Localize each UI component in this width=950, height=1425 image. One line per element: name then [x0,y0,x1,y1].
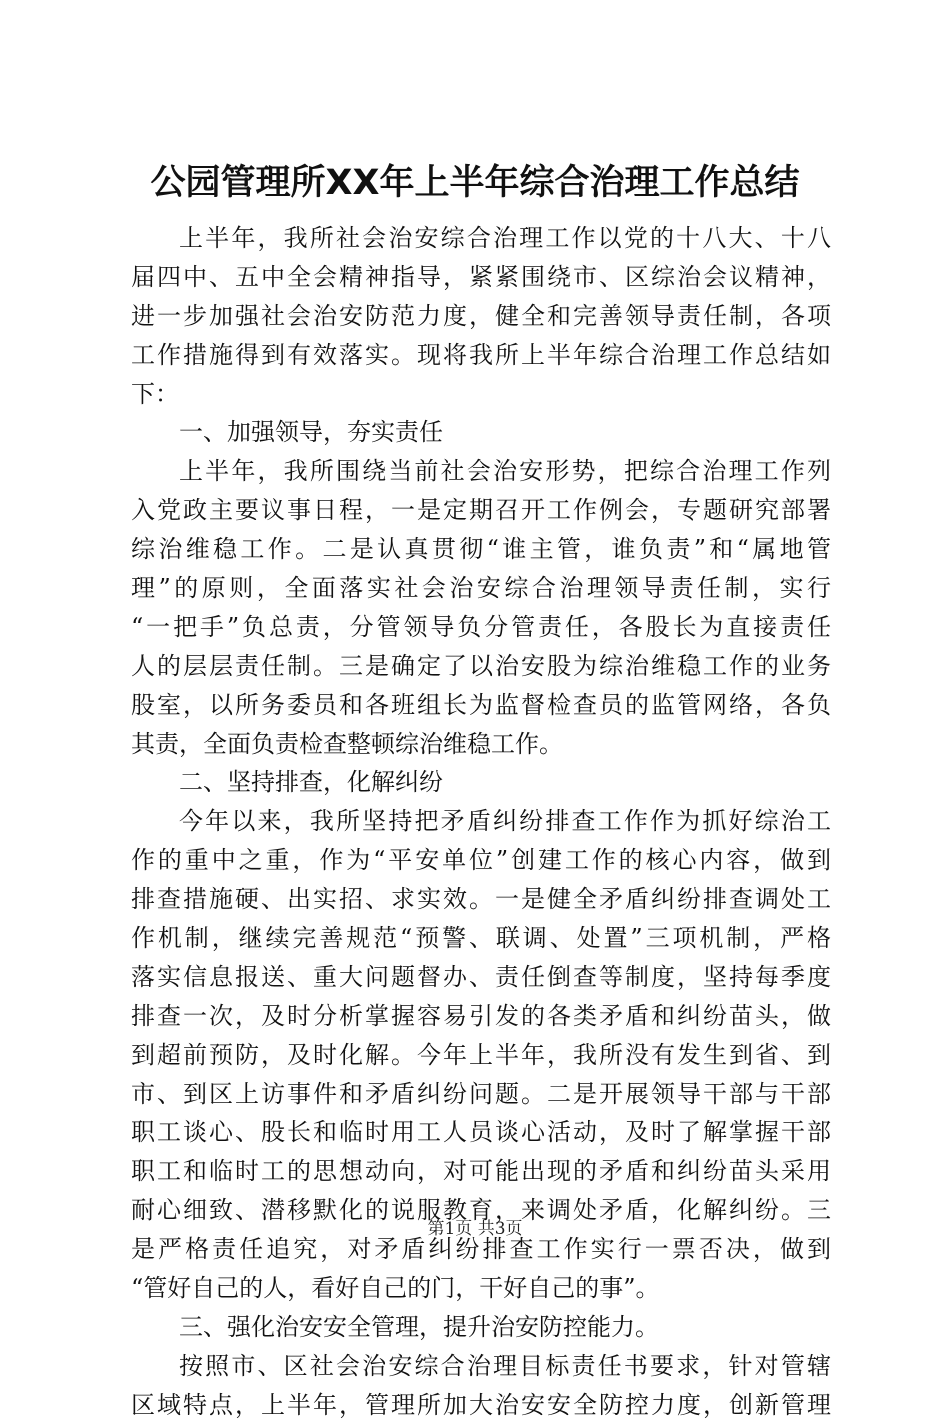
section-heading: 一、加强领导，夯实责任 [179,418,443,447]
body-line: 职工谈心、股长和临时用工人员谈心活动，及时了解掌握干部 [131,1118,831,1147]
section-heading: 三、强化治安安全管理，提升治安防控能力。 [179,1312,659,1341]
body-line: 是严格责任追究，对矛盾纠纷排查工作实行一票否决，做到 [131,1235,831,1264]
body-line: 股室，以所务委员和各班组长为监督检查员的监管网络，各负 [131,690,831,719]
body-line: 上半年，我所围绕当前社会治安形势，把综合治理工作列 [179,457,831,486]
body-line: 入党政主要议事日程，一是定期召开工作例会，专题研究部署 [131,496,831,525]
body-line: 市、到区上访事件和矛盾纠纷问题。二是开展领导干部与干部 [131,1079,831,1108]
body-line: 按照市、区社会治安综合治理目标责任书要求，针对管辖 [179,1351,831,1380]
body-line: 职工和临时工的思想动向，对可能出现的矛盾和纠纷苗头采用 [131,1157,831,1186]
document-body [131,219,831,1425]
body-line: 综治维稳工作。二是认真贯彻“谁主管，谁负责”和“属地管 [131,535,831,564]
body-line: 到超前预防，及时化解。今年上半年，我所没有发生到省、到 [131,1040,831,1069]
body-line: 排查措施硬、出实招、求实效。一是健全矛盾纠纷排查调处工 [131,885,831,914]
body-line: 今年以来，我所坚持把矛盾纠纷排查工作作为抓好综治工 [179,807,831,836]
body-line: 人的层层责任制。三是确定了以治安股为综治维稳工作的业务 [131,651,831,680]
body-line: 耐心细致、潜移默化的说服教育，来调处矛盾，化解纠纷。三 [131,1196,831,1225]
body-line: 作机制，继续完善规范“预警、联调、处置”三项机制，严格 [131,924,831,953]
body-line: 届四中、五中全会精神指导，紧紧围绕市、区综治会议精神， [131,262,831,291]
body-line: “一把手”负总责，分管领导负分管责任，各股长为直接责任 [131,612,831,641]
body-line: “管好自己的人，看好自己的门，干好自己的事”。 [131,1274,660,1303]
page-number: 第1页 共3页 [427,1219,523,1239]
body-line: 下： [131,379,179,408]
body-line: 落实信息报送、重大问题督办、责任倒查等制度，坚持每季度 [131,962,831,991]
body-line: 排查一次，及时分析掌握容易引发的各类矛盾和纠纷苗头，做 [131,1001,831,1030]
body-line: 工作措施得到有效落实。现将我所上半年综合治理工作总结如 [131,340,831,369]
body-line: 作的重中之重，作为“平安单位”创建工作的核心内容，做到 [131,846,831,875]
body-line: 理”的原则，全面落实社会治安综合治理领导责任制，实行 [131,574,831,603]
body-line: 区域特点，上半年，管理所加大治安安全防控力度，创新管理 [131,1390,831,1419]
section-heading: 二、坚持排查，化解纠纷 [179,768,443,797]
document-title: 公园管理所XX年上半年综合治理工作总结 [150,163,800,203]
body-line: 上半年，我所社会治安综合治理工作以党的十八大、十八 [179,224,831,252]
body-line: 进一步加强社会治安防范力度，健全和完善领导责任制，各项 [131,301,831,330]
body-line: 其责，全面负责检查整顿综治维稳工作。 [131,729,563,758]
